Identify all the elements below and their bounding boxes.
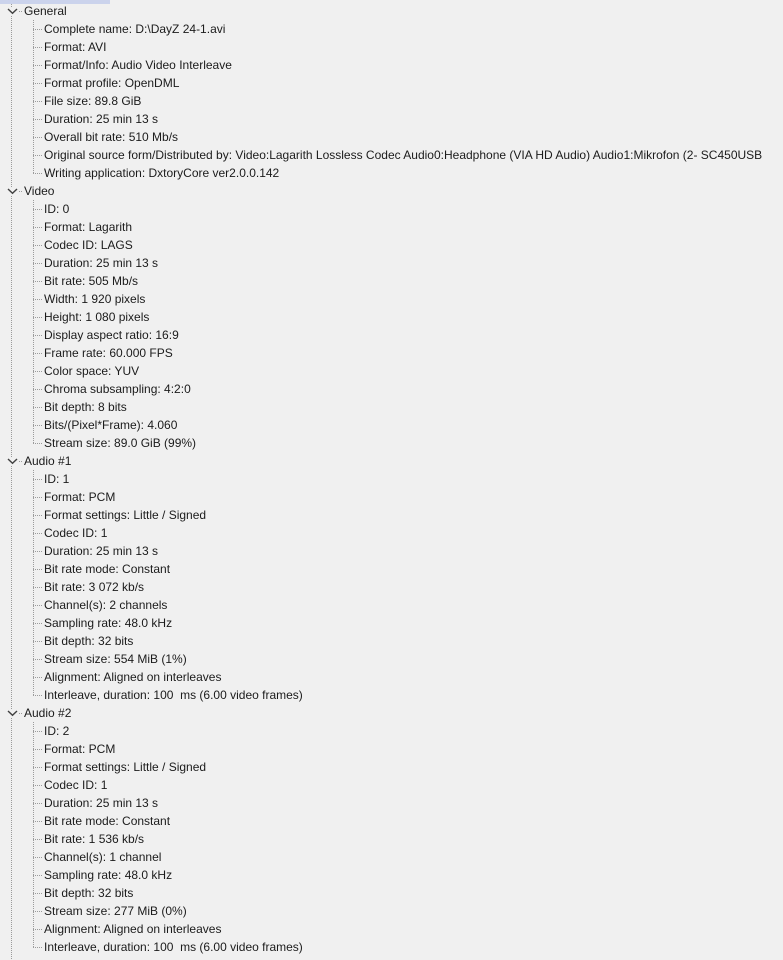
tree-item-text: ID: 1	[44, 472, 70, 486]
tree-item-row[interactable]	[0, 596, 783, 614]
tree-section-row[interactable]	[0, 452, 783, 470]
tree-connector-horizontal	[33, 245, 43, 246]
tree-connector-horizontal	[33, 929, 43, 930]
tree-connector-horizontal	[33, 695, 43, 696]
tree-connector-horizontal	[19, 11, 23, 12]
tree-connector-horizontal	[19, 191, 23, 192]
tree-connector-horizontal	[33, 407, 43, 408]
tree-item-text: Sampling rate: 48.0 kHz	[44, 616, 173, 630]
tree-item-row[interactable]	[0, 20, 783, 38]
tree-item-row[interactable]	[0, 38, 783, 56]
section-label: General	[24, 4, 67, 18]
tree-connector-horizontal	[33, 497, 43, 498]
partial-selected-row	[0, 0, 110, 4]
tree-item-text: Duration: 25 min 13 s	[44, 796, 159, 810]
tree-connector-horizontal	[33, 749, 43, 750]
tree-connector-vertical	[33, 164, 34, 173]
tree-item-text: Duration: 25 min 13 s	[44, 256, 159, 270]
tree-connector-horizontal	[33, 587, 43, 588]
section-label: Audio #2	[24, 706, 72, 720]
tree-item-text: Interleave, duration: 100 ms (6.00 video frames)	[44, 940, 303, 954]
tree-connector-horizontal	[33, 47, 43, 48]
tree-item-text: Channel(s): 1 channel	[44, 850, 162, 864]
tree-section	[0, 452, 783, 704]
tree-item-text: Frame rate: 60.000 FPS	[44, 346, 173, 360]
tree-item-row[interactable]	[0, 380, 783, 398]
tree-connector-horizontal	[33, 29, 43, 30]
tree-connector-horizontal	[33, 281, 43, 282]
tree-connector-horizontal	[33, 65, 43, 66]
chevron-down-icon[interactable]	[5, 187, 19, 196]
tree-item-text: Duration: 25 min 13 s	[44, 112, 159, 126]
tree-item-row[interactable]	[0, 938, 783, 956]
tree-section-row[interactable]	[0, 182, 783, 200]
chevron-down-icon[interactable]	[5, 709, 19, 718]
tree-item-row[interactable]	[0, 650, 783, 668]
tree-item-row[interactable]	[0, 254, 783, 272]
tree-item-row[interactable]	[0, 776, 783, 794]
tree-item-text: Codec ID: LAGS	[44, 238, 133, 252]
tree-item-text: Interleave, duration: 100 ms (6.00 video frames)	[44, 688, 303, 702]
tree-item-text: Alignment: Aligned on interleaves	[44, 670, 222, 684]
tree-item-text: Width: 1 920 pixels	[44, 292, 146, 306]
tree-item-row[interactable]	[0, 290, 783, 308]
tree-item-row[interactable]	[0, 56, 783, 74]
tree-item-text: ID: 0	[44, 202, 70, 216]
tree-item-text: File size: 89.8 GiB	[44, 94, 142, 108]
tree-connector-horizontal	[33, 533, 43, 534]
section-label: Audio #1	[24, 454, 72, 468]
tree-connector-vertical	[33, 434, 34, 443]
tree-item-row[interactable]	[0, 542, 783, 560]
tree-item-row[interactable]	[0, 146, 783, 164]
section-children	[0, 20, 783, 182]
tree-connector-horizontal	[33, 173, 43, 174]
tree-item-row[interactable]	[0, 578, 783, 596]
tree-item-row[interactable]	[0, 686, 783, 704]
tree-section	[0, 704, 783, 956]
tree-connector-horizontal	[33, 389, 43, 390]
tree-connector-horizontal	[33, 119, 43, 120]
tree-item-row[interactable]	[0, 92, 783, 110]
tree-connector-vertical	[33, 938, 34, 947]
tree-item-text: Format: Lagarith	[44, 220, 133, 234]
tree-item-text: Writing application: DxtoryCore ver2.0.0.142	[44, 166, 280, 180]
tree-section	[0, 2, 783, 182]
tree-item-text: Color space: YUV	[44, 364, 140, 378]
tree-item-row[interactable]	[0, 740, 783, 758]
tree-connector-horizontal	[19, 713, 23, 714]
tree-item-text: Bit depth: 8 bits	[44, 400, 127, 414]
tree-item-row[interactable]	[0, 470, 783, 488]
tree-item-text: Complete name: D:\DayZ 24-1.avi	[44, 22, 226, 36]
tree-item-text: Original source form/Distributed by: Video:Lagarith Lossless Codec Audio0:Headphone (VIA HD Audio) Audio1:Mikrofon (2- SC450USB	[44, 148, 763, 162]
tree-connector-horizontal	[33, 803, 43, 804]
tree-item-row[interactable]	[0, 398, 783, 416]
tree-connector-horizontal	[33, 605, 43, 606]
tree-item-text: Bit rate: 3 072 kb/s	[44, 580, 145, 594]
tree-item-text: Bit depth: 32 bits	[44, 886, 134, 900]
tree-item-text: Format: PCM	[44, 490, 116, 504]
tree-connector-horizontal	[33, 263, 43, 264]
tree-connector-horizontal	[33, 767, 43, 768]
tree-section-row[interactable]	[0, 704, 783, 722]
tree-connector-horizontal	[33, 551, 43, 552]
tree-item-row[interactable]	[0, 884, 783, 902]
tree-item-row[interactable]	[0, 632, 783, 650]
tree-connector-horizontal	[33, 371, 43, 372]
tree-item-row[interactable]	[0, 362, 783, 380]
tree-item-text: Alignment: Aligned on interleaves	[44, 922, 222, 936]
tree-item-row[interactable]	[0, 668, 783, 686]
tree-connector-horizontal	[33, 299, 43, 300]
tree-connector-horizontal	[33, 677, 43, 678]
tree-connector-horizontal	[33, 479, 43, 480]
tree-item-row[interactable]	[0, 164, 783, 182]
tree-item-row[interactable]	[0, 866, 783, 884]
tree-item-row[interactable]	[0, 560, 783, 578]
tree-item-row[interactable]	[0, 488, 783, 506]
tree-item-row[interactable]	[0, 614, 783, 632]
tree-item-text: Channel(s): 2 channels	[44, 598, 168, 612]
tree-connector-horizontal	[33, 443, 43, 444]
tree-item-row[interactable]	[0, 326, 783, 344]
tree-item-text: Format/Info: Audio Video Interleave	[44, 58, 232, 72]
tree-item-text: ID: 2	[44, 724, 70, 738]
tree-connector-horizontal	[33, 785, 43, 786]
tree-connector-horizontal	[33, 731, 43, 732]
tree-item-text: Codec ID: 1	[44, 778, 108, 792]
tree-connector-horizontal	[33, 83, 43, 84]
tree-connector-horizontal	[33, 515, 43, 516]
tree-connector-horizontal	[33, 893, 43, 894]
tree-connector-horizontal	[33, 641, 43, 642]
tree-connector-horizontal	[33, 875, 43, 876]
tree-item-row[interactable]	[0, 434, 783, 452]
section-label: Video	[24, 184, 55, 198]
tree-item-text: Bits/(Pixel*Frame): 4.060	[44, 418, 178, 432]
tree-connector-horizontal	[33, 155, 43, 156]
tree-item-row[interactable]	[0, 236, 783, 254]
tree-item-row[interactable]	[0, 308, 783, 326]
chevron-down-icon[interactable]	[5, 457, 19, 466]
tree-item-row[interactable]	[0, 416, 783, 434]
tree-item-row[interactable]	[0, 812, 783, 830]
tree-item-row[interactable]	[0, 272, 783, 290]
tree-item-row[interactable]	[0, 344, 783, 362]
section-children	[0, 200, 783, 452]
tree-connector-horizontal	[33, 947, 43, 948]
tree-item-row[interactable]	[0, 74, 783, 92]
tree-item-text: Stream size: 554 MiB (1%)	[44, 652, 187, 666]
section-children	[0, 722, 783, 956]
tree-item-text: Bit rate: 1 536 kb/s	[44, 832, 145, 846]
tree-item-text: Height: 1 080 pixels	[44, 310, 150, 324]
tree-section	[0, 182, 783, 452]
tree-connector-horizontal	[33, 335, 43, 336]
tree-item-row[interactable]	[0, 506, 783, 524]
tree-item-text: Sampling rate: 48.0 kHz	[44, 868, 173, 882]
tree-connector-horizontal	[33, 317, 43, 318]
tree-connector-horizontal	[33, 209, 43, 210]
tree-item-text: Display aspect ratio: 16:9	[44, 328, 179, 342]
tree-connector-horizontal	[33, 659, 43, 660]
tree-item-text: Bit rate mode: Constant	[44, 814, 171, 828]
tree-item-row[interactable]	[0, 902, 783, 920]
tree-item-text: Bit rate: 505 Mb/s	[44, 274, 139, 288]
tree-item-text: Format: AVI	[44, 40, 107, 54]
tree-item-text: Bit depth: 32 bits	[44, 634, 134, 648]
tree-item-row[interactable]	[0, 110, 783, 128]
tree-connector-horizontal	[33, 623, 43, 624]
section-children	[0, 470, 783, 704]
tree-item-row[interactable]	[0, 218, 783, 236]
tree-section-row[interactable]	[0, 2, 783, 20]
tree-item-text: Overall bit rate: 510 Mb/s	[44, 130, 179, 144]
tree-item-row[interactable]	[0, 830, 783, 848]
tree-connector-horizontal	[33, 911, 43, 912]
tree-connector-horizontal	[33, 101, 43, 102]
tree-connector-vertical	[33, 686, 34, 695]
tree-item-text: Format settings: Little / Signed	[44, 508, 207, 522]
tree-item-text: Format settings: Little / Signed	[44, 760, 207, 774]
tree-item-row[interactable]	[0, 524, 783, 542]
tree-item-row[interactable]	[0, 848, 783, 866]
tree-connector-horizontal	[33, 569, 43, 570]
tree-connector-horizontal	[33, 137, 43, 138]
tree-item-text: Stream size: 89.0 GiB (99%)	[44, 436, 197, 450]
tree-item-text: Bit rate mode: Constant	[44, 562, 171, 576]
tree-item-row[interactable]	[0, 794, 783, 812]
tree-connector-horizontal	[33, 821, 43, 822]
tree-item-text: Chroma subsampling: 4:2:0	[44, 382, 191, 396]
tree-item-row[interactable]	[0, 200, 783, 218]
tree-item-row[interactable]	[0, 920, 783, 938]
chevron-down-icon[interactable]	[5, 7, 19, 16]
tree-item-row[interactable]	[0, 722, 783, 740]
tree-item-text: Codec ID: 1	[44, 526, 108, 540]
tree-item-row[interactable]	[0, 128, 783, 146]
tree-connector-horizontal	[33, 839, 43, 840]
tree-item-text: Format: PCM	[44, 742, 116, 756]
tree-item-text: Format profile: OpenDML	[44, 76, 180, 90]
tree-connector-horizontal	[33, 857, 43, 858]
tree-item-row[interactable]	[0, 758, 783, 776]
tree-connector-horizontal	[33, 425, 43, 426]
tree-connector-horizontal	[33, 353, 43, 354]
tree-connector-horizontal	[19, 461, 23, 462]
tree-connector-horizontal	[33, 227, 43, 228]
tree-item-text: Stream size: 277 MiB (0%)	[44, 904, 187, 918]
tree-item-text: Duration: 25 min 13 s	[44, 544, 159, 558]
